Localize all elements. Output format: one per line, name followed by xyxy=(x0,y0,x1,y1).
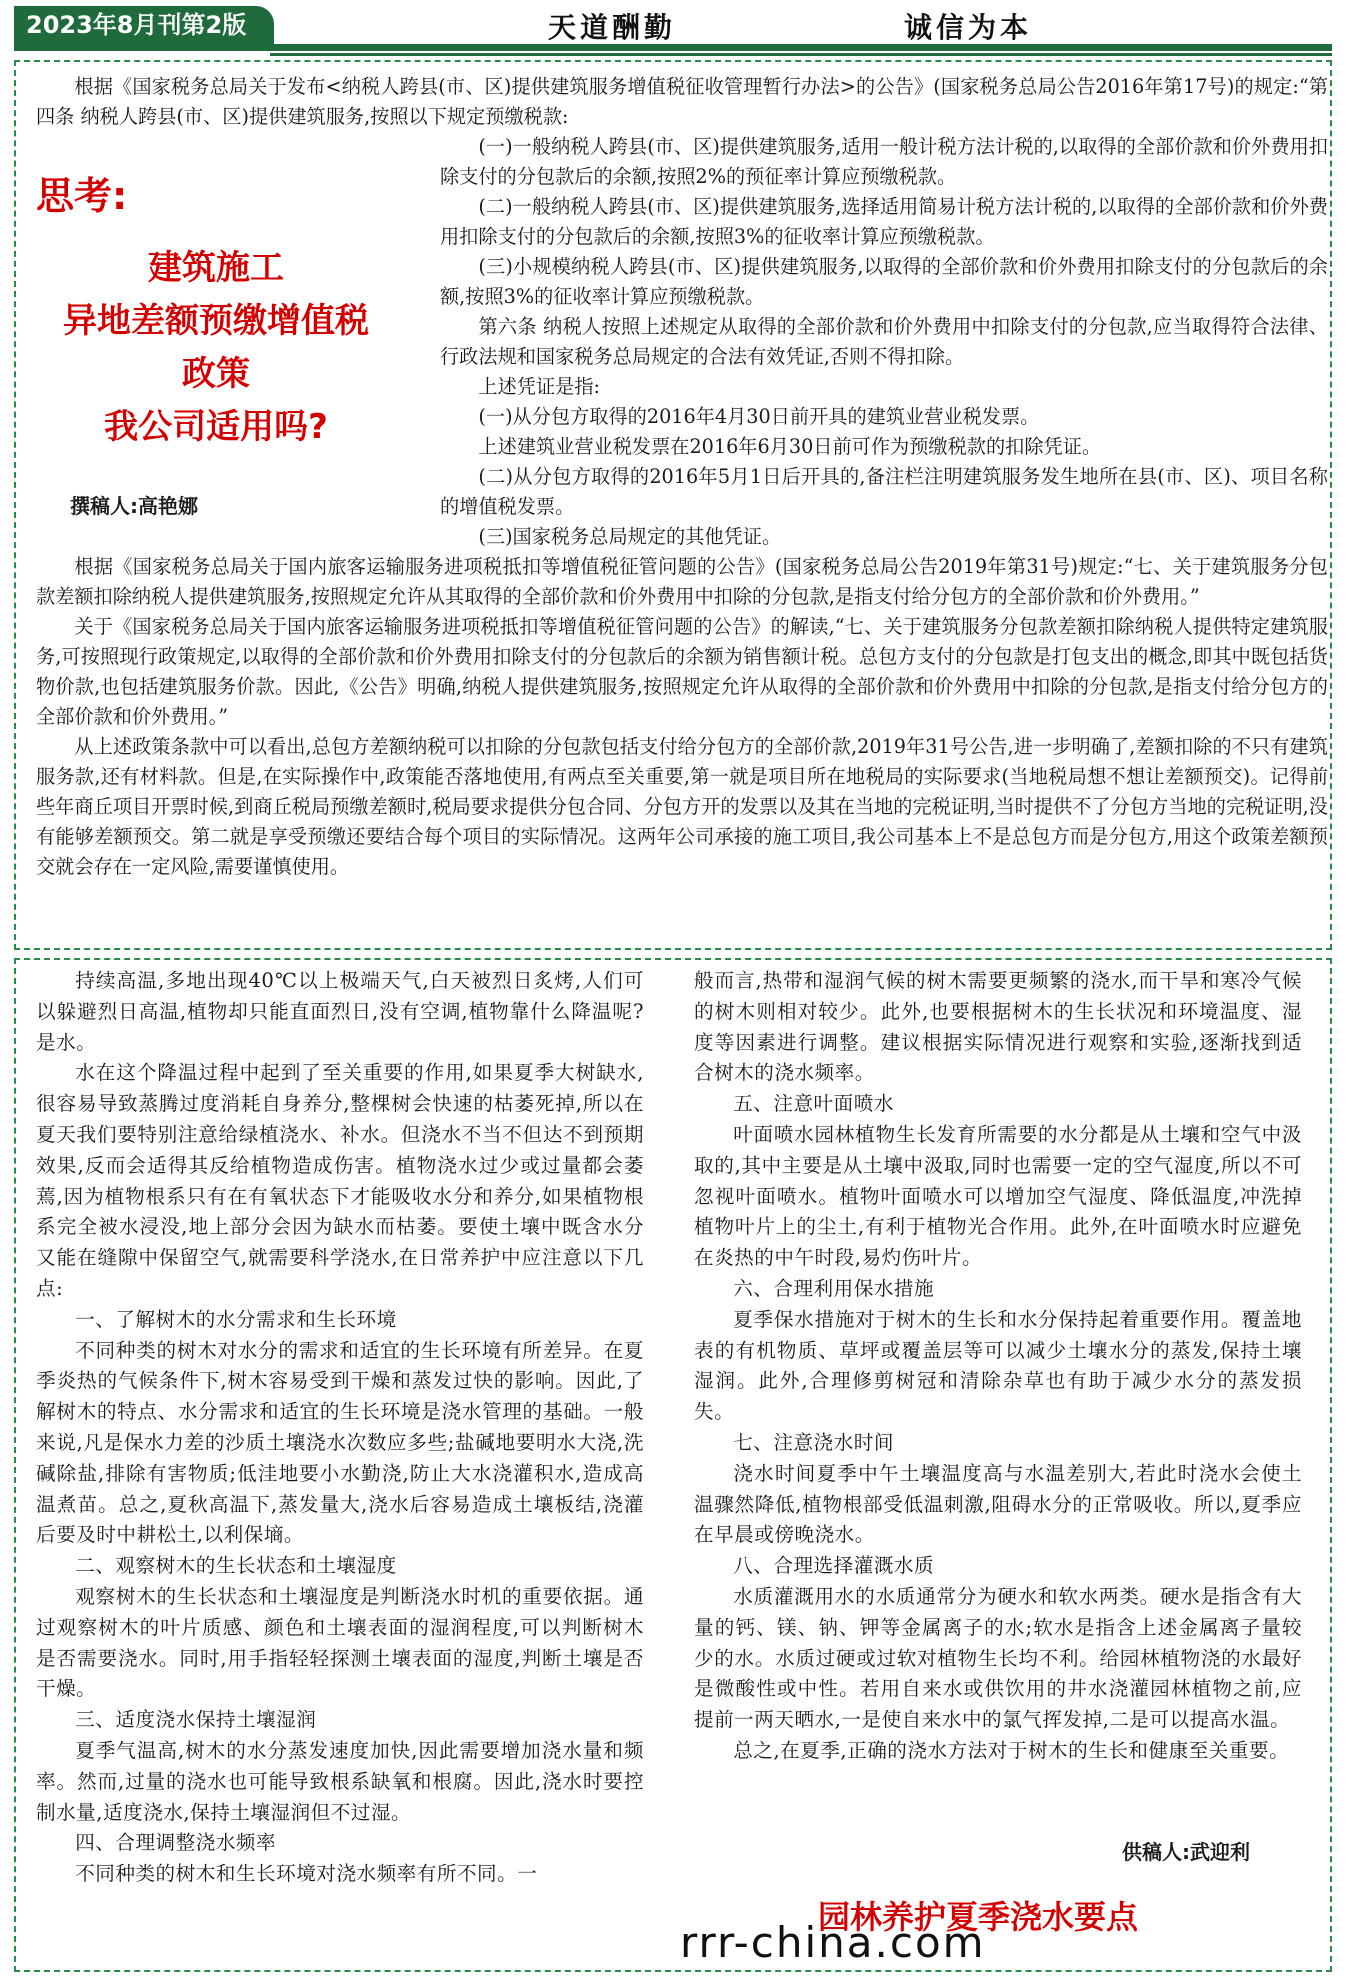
paragraph: 水质灌溉用水的水质通常分为硬水和软水两类。硬水是指含有大量的钙、镁、钠、钾等金属离子的水;软水是指含上述金属离子量较少的水。水质过硬或过软对植物生长均不利。给园林植物浇的水最好是微酸性或中性。若用自来水或供饮用的井水浇灌园林植物之前,应提前一两天晒水,一是使自来水中的氯气挥发掉,二是可以提高水温。 xyxy=(694,1584,1302,1732)
article2-left-column xyxy=(36,966,644,1890)
paragraph: 根据《国家税务总局关于国内旅客运输服务进项税抵扣等增值税征管问题的公告》(国家税务总局公告2019年第31号)规定:“七、关于建筑服务分包款差额扣除纳税人提供建筑服务,按照规定允许从其取得的全部价款和价外费用中扣除的分包款,是指支付给分包方的全部价款和价外费用。” xyxy=(36,555,1328,608)
title-line: 政策 xyxy=(182,354,250,394)
paragraph: 叶面喷水园林植物生长发育所需要的水分都是从土壤和空气中汲取的,其中主要是从土壤中汲取,同时也需要一定的空气湿度,所以不可忽视叶面喷水。植物叶面喷水可以增加空气湿度、降低温度,冲洗掉植物叶片上的尘土,有利于植物光合作用。此外,在叶面喷水时应避免在炎热的中午时段,易灼伤叶片。 xyxy=(694,1122,1302,1270)
header-rule-thin xyxy=(270,53,1332,56)
paragraph: 第六条 纳税人按照上述规定从取得的全部价款和价外费用中扣除支付的分包款,应当取得符合法律、行政法规和国家税务总局规定的合法有效凭证,否则不得扣除。 xyxy=(440,315,1328,368)
title-line: 异地差额预缴增值税 xyxy=(63,301,369,341)
paragraph: (一)从分包方取得的2016年4月30日前开具的建筑业营业税发票。 xyxy=(478,405,1040,428)
paragraph: 浇水时间夏季中午土壤温度高与水温差别大,若此时浇水会使土温骤然降低,植物根部受低温刺激,阻碍水分的正常吸收。所以,夏季应在早晨或傍晚浇水。 xyxy=(694,1461,1302,1547)
article2-right-column xyxy=(694,966,1302,1767)
section-heading: 八、合理选择灌溉水质 xyxy=(733,1554,935,1578)
paragraph: 水在这个降温过程中起到了至关重要的作用,如果夏季大树缺水,很容易导致蒸腾过度消耗自身养分,整棵树会快速的枯萎死掉,所以在夏天我们要特别注意给绿植浇水、补水。但浇水不当不但达不到预期效果,反而会适得其反给植物造成伤害。植物浇水过少或过量都会萎蔫,因为植物根系只有在有氧状态下才能吸收水分和养分,如果植物根系完全被水浸没,地上部分会因为缺水而枯萎。要使土壤中既含水分又能在缝隙中保留空气,就需要科学浇水,在日常养护中应注意以下几点: xyxy=(36,1061,644,1300)
paragraph: 上述建筑业营业税发票在2016年6月30日前可作为预缴税款的扣除凭证。 xyxy=(478,435,1102,458)
section-heading: 三、适度浇水保持土壤湿润 xyxy=(75,1708,317,1732)
paragraph: 夏季保水措施对于树木的生长和水分保持起着重要作用。覆盖地表的有机物质、草坪或覆盖层等可以减少土壤水分的蒸发,保持土壤湿润。此外,合理修剪树冠和清除杂草也有助于减少水分的蒸发损失。 xyxy=(694,1307,1302,1424)
section-heading: 四、合理调整浇水频率 xyxy=(75,1831,277,1855)
paragraph: (二)一般纳税人跨县(市、区)提供建筑服务,选择适用简易计税方法计税的,以取得的全部价款和价外费用扣除支付的分包款后的余额,按照3%的征收率计算应预缴税款。 xyxy=(440,195,1328,248)
article1-body xyxy=(36,72,1328,882)
section-heading: 二、观察树木的生长状态和土壤湿度 xyxy=(75,1554,397,1578)
section-heading: 一、了解树木的水分需求和生长环境 xyxy=(75,1307,397,1331)
motto-right: 诚信为本 xyxy=(904,11,1033,44)
paragraph: 夏季气温高,树木的水分蒸发速度加快,因此需要增加浇水量和频率。然而,过量的浇水也可能导致根系缺氧和根腐。因此,浇水时要控制水量,适度浇水,保持土壤湿润但不过湿。 xyxy=(36,1738,644,1824)
page-header xyxy=(0,0,1360,55)
paragraph: 总之,在夏季,正确的浇水方法对于树木的生长和健康至关重要。 xyxy=(733,1738,1290,1762)
think-label: 思考: xyxy=(36,174,128,218)
paragraph: 关于《国家税务总局关于国内旅客运输服务进项税抵扣等增值税征管问题的公告》的解读,“七、关于建筑服务分包款差额扣除纳税人提供特定建筑服务,可按照现行政策规定,以取得的全部价款和价外费用扣除支付的分包款后的余额为销售额计税。总包方支付的分包款是打包支出的概念,即其中既包括货物价款,也包括建筑服务价款。因此,《公告》明确,纳税人提供建筑服务,按照规定允许从取得的全部价款和价外费用中扣除的分包款,是指支付给分包方的全部价款和价外费用。” xyxy=(36,615,1328,728)
paragraph: (二)从分包方取得的2016年5月1日后开具的,备注栏注明建筑服务发生地所在县(市、区)、项目名称的增值税发票。 xyxy=(440,465,1328,518)
title-line: 我公司适用吗? xyxy=(104,407,328,447)
paragraph: 般而言,热带和湿润气候的树木需要更频繁的浇水,而干旱和寒冷气候的树木则相对较少。此外,也要根据树木的生长状况和环境温度、湿度等因素进行调整。建议根据实际情况进行观察和实验,逐渐找到适合树木的浇水频率。 xyxy=(694,969,1302,1085)
section-heading: 七、注意浇水时间 xyxy=(733,1430,894,1454)
paragraph: 根据《国家税务总局关于发布<纳税人跨县(市、区)提供建筑服务增值税征收管理暂行办法>的公告》(国家税务总局公告2016年第17号)的规定:“第四条 纳税人跨县(市、区)提供建筑服务,按照以下规定预缴税款: xyxy=(36,75,1328,128)
section-heading: 五、注意叶面喷水 xyxy=(733,1092,894,1116)
paragraph: 观察树木的生长状态和土壤湿度是判断浇水时机的重要依据。通过观察树木的叶片质感、颜色和土壤表面的湿润程度,可以判断树木是否需要浇水。同时,用手指轻轻探测土壤表面的湿度,判断土壤是否干燥。 xyxy=(36,1584,644,1701)
article2-title: 园林养护夏季浇水要点 xyxy=(818,1898,1139,1936)
paragraph: 不同种类的树木和生长环境对浇水频率有所不同。一 xyxy=(75,1862,538,1886)
motto-left: 天道酬勤 xyxy=(548,11,677,44)
paragraph: 上述凭证是指: xyxy=(478,375,600,398)
paragraph: 从上述政策条款中可以看出,总包方差额纳税可以扣除的分包款包括支付给分包方的全部价款,2019年31号公告,进一步明确了,差额扣除的不只有建筑服务款,还有材料款。但是,在实际操作中,政策能否落地使用,有两点至关重要,第一就是项目所在地税局的实际要求(当地税局想不想让差额预交)。记得前些年商丘项目开票时候,到商丘税局预缴差额时,税局要求提供分包合同、分包方开的发票以及其在当地的完税证明,当时提供不了分包方当地的完税证明,没有能够差额预交。第二就是享受预缴还要结合每个项目的实际情况。这两年公司承接的施工项目,我公司基本上不是总包方而是分包方,用这个政策差额预交就会存在一定风险,需要谨慎使用。 xyxy=(36,735,1328,878)
site-watermark: rrr-china.com xyxy=(680,1918,986,1967)
issue-tab: 2023年8月刊第2版 xyxy=(14,6,274,44)
paragraph: 持续高温,多地出现40℃以上极端天气,白天被烈日炙烤,人们可以躲避烈日高温,植物却只能直面烈日,没有空调,植物靠什么降温呢?是水。 xyxy=(36,969,644,1054)
paragraph: (三)小规模纳税人跨县(市、区)提供建筑服务,以取得的全部价款和价外费用扣除支付的分包款后的余额,按照3%的征收率计算应预缴税款。 xyxy=(440,255,1328,308)
paragraph: (三)国家税务总局规定的其他凭证。 xyxy=(478,525,782,548)
title-line: 建筑施工 xyxy=(148,248,284,288)
article2-author: 供稿人:武迎利 xyxy=(1122,1840,1250,1864)
section-heading: 六、合理利用保水措施 xyxy=(733,1276,935,1300)
article1-author: 撰稿人:高艳娜 xyxy=(70,494,198,518)
paragraph: (一)一般纳税人跨县(市、区)提供建筑服务,适用一般计税方法计税的,以取得的全部价款和价外费用扣除支付的分包款后的余额,按照2%的预征率计算应预缴税款。 xyxy=(440,135,1328,188)
paragraph: 不同种类的树木对水分的需求和适宜的生长环境有所差异。在夏季炎热的气候条件下,树木容易受到干燥和蒸发过快的影响。因此,了解树木的特点、水分需求和适宜的生长环境是浇水管理的基础。一般来说,凡是保水力差的沙质土壤浇水次数应多些;盐碱地要明水大浇,洗碱除盐,排除有害物质;低洼地要小水勤浇,防止大水浇灌积水,造成高温煮苗。总之,夏秋高温下,蒸发量大,浇水后容易造成土壤板结,浇灌后要及时中耕松土,以利保墒。 xyxy=(36,1338,644,1547)
